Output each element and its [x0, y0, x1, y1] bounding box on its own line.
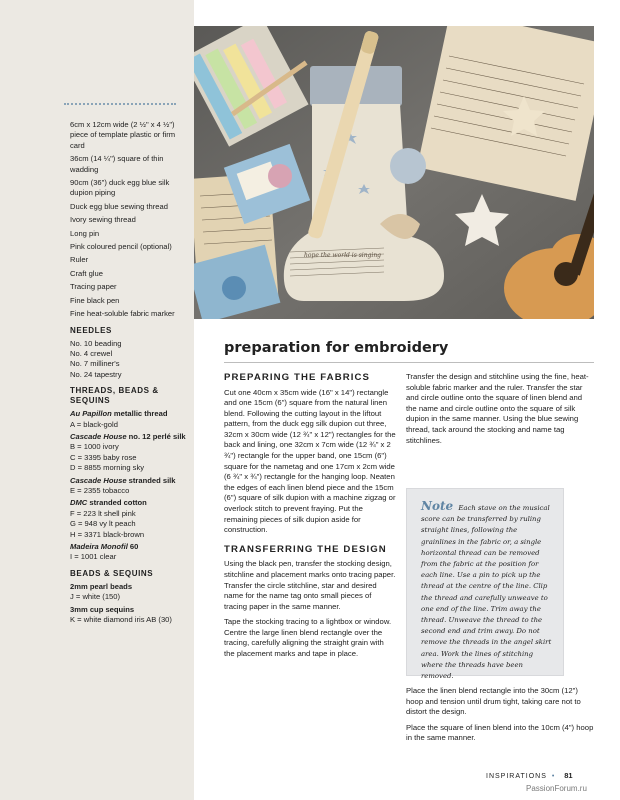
- bead-colour: K = white diamond iris AB (30): [70, 615, 172, 625]
- thread-madeira: [70, 542, 190, 552]
- thread-type: metallic thread: [111, 409, 168, 419]
- thread-colour: E = 2355 tobacco: [70, 485, 130, 495]
- material-item: Tracing paper: [70, 282, 117, 292]
- thread-type: 60: [127, 542, 139, 551]
- thread-dmc: [70, 498, 190, 508]
- material-item: Craft glue: [70, 268, 103, 278]
- note-text-block: [421, 501, 553, 682]
- needle-item: No. 7 milliner's: [70, 359, 120, 369]
- material-item: Ivory sewing thread: [70, 215, 136, 225]
- footer-separator: •: [551, 773, 556, 780]
- stocking-photo: [194, 26, 594, 319]
- bead-colour: J = white (150): [70, 592, 121, 602]
- section-heading-preparing-fabrics: PREPARING THE FABRICS: [224, 372, 371, 383]
- body-paragraph: Tape the stocking tracing to a lightbox or window. Centre the large linen blend rectangle over the tracing, carefully aligning the straight grain with the placement marks and tape in place.: [224, 617, 392, 659]
- threads-heading: THREADS, BEADS & SEQUINS: [70, 386, 159, 406]
- bead-pearl: 2mm pearl beads: [70, 581, 133, 591]
- needle-item: No. 24 tapestry: [70, 369, 122, 379]
- section-heading-transferring-design: TRANSFERRING THE DESIGN: [224, 543, 387, 555]
- material-item: Duck egg blue sewing thread: [70, 201, 168, 211]
- thread-colour: H = 3371 black-brown: [70, 529, 145, 539]
- thread-brand: Cascade House: [70, 475, 127, 485]
- note-label: Note: [421, 499, 454, 513]
- dotted-divider: [64, 103, 176, 105]
- thread-brand: Cascade House: [70, 431, 127, 441]
- thread-colour: C = 3395 baby rose: [70, 452, 137, 462]
- body-paragraph: Transfer the design and stitchline using the fine, heat-soluble fabric marker and the ruler. Transfer the star and circle outline onto the square of linen blend and the name and circle outline onto the square of silk dupion in the same manner. Using the blue sewing thread, tack around the stocking and name tag stitchlines.: [406, 372, 589, 445]
- needles-heading: NEEDLES: [70, 325, 112, 335]
- material-item: Long pin: [70, 228, 100, 238]
- thread-type: stranded cotton: [87, 498, 147, 508]
- thread-colour: G = 948 vy lt peach: [70, 519, 136, 529]
- material-item: Pink coloured pencil (optional): [70, 242, 172, 252]
- needle-item: No. 10 beading: [70, 338, 122, 348]
- watermark: PassionForum.ru: [526, 784, 587, 793]
- thread-cascade-stranded: [70, 476, 190, 486]
- article-column-1: [224, 372, 396, 665]
- thread-colour: B = 1000 ivory: [70, 442, 119, 452]
- thread-type: stranded silk: [126, 475, 176, 485]
- page-number: 81: [564, 771, 573, 780]
- body-paragraph: Using the black pen, transfer the stocking design, stitchline and placement marks onto tracing paper. Transfer the circle stitchline, star and desired name for the name tag onto small pieces of tracing paper in the same manner.: [224, 559, 396, 611]
- title-rule: [224, 362, 594, 363]
- bead-cup-sequins: 3mm cup sequins: [70, 604, 135, 614]
- material-item: 6cm x 12cm wide (2 ½" x 4 ½") piece of template plastic or firm card: [70, 120, 176, 150]
- article-column-2-lower: [406, 686, 594, 749]
- body-paragraph: Place the linen blend rectangle into the 30cm (12") hoop and tension until drum tight, taking care not to distort the design.: [406, 686, 581, 717]
- material-item: Fine black pen: [70, 295, 120, 305]
- thread-colour: D = 8855 morning sky: [70, 463, 145, 473]
- body-paragraph: Cut one 40cm x 35cm wide (16" x 14") rectangle and one 15cm (6") square from the natural linen blend. Following the cutting layout in the liftout pattern, from the duck egg silk dupion cut three, 32cm x 30cm wide (12 ¾" x 12") rectangles for the back and lining, one 32cm x 7cm wide (12 ¾" x 2 ¾") rectangle for the upper band, one 15cm (6") square for the nametag and one 17cm x 2cm wide (6 ¾" x ¾") rectangle for the hanging loop. Neaten the edges of each linen blend piece and the 15cm (6") square of silk dupion with a machine zigzag or overlock stitch to prevent fraying. Put the remaining pieces of silk dupion aside for construction.: [224, 387, 396, 535]
- thread-brand: Madeira Monofil: [70, 542, 128, 551]
- thread-brand: DMC: [70, 498, 88, 508]
- note-box: [406, 488, 564, 681]
- note-body: Each stave on the musical score can be transferred by ruling straight lines, following the grainlines in the fabric or, a single horizontal thread can be removed from the fabric at the position for each line. Use a pin to pick up the thread at the centre of the line. Clip the thread and carefully unweave to one end of the line. Trim away the thread. Unweave the thread to the second end and trim away. Do not remove the threads in the angel skirt area. Work the lines of stitching where the threads have been removed.: [421, 504, 552, 681]
- page-footer: [486, 771, 573, 780]
- materials-list: [70, 120, 190, 625]
- thread-au-papillon: [70, 409, 190, 419]
- stocking-stitched-text: hope the world is singing: [304, 252, 382, 259]
- thread-colour: I = 1001 clear: [70, 552, 117, 562]
- thread-brand: Au Papillon: [70, 409, 112, 419]
- thread-cascade-perle: [70, 432, 190, 442]
- beads-heading: BEADS & SEQUINS: [70, 568, 154, 578]
- material-item: Ruler: [70, 255, 89, 265]
- article-title: preparation for embroidery: [224, 340, 449, 356]
- thread-colour: A = black-gold: [70, 419, 118, 429]
- footer-section: INSPIRATIONS: [486, 773, 547, 780]
- body-paragraph: Place the square of linen blend into the 10cm (4") hoop in the same manner.: [406, 722, 594, 743]
- needle-item: No. 4 crewel: [70, 348, 113, 358]
- material-item: Fine heat-soluble fabric marker: [70, 309, 175, 319]
- material-item: 36cm (14 ¼") square of thin wadding: [70, 154, 164, 174]
- article-column-2: [406, 372, 594, 451]
- thread-colour: F = 223 lt shell pink: [70, 508, 136, 518]
- thread-type: no. 12 perlé silk: [126, 431, 186, 441]
- material-item: 90cm (36") duck egg blue silk dupion piping: [70, 178, 170, 198]
